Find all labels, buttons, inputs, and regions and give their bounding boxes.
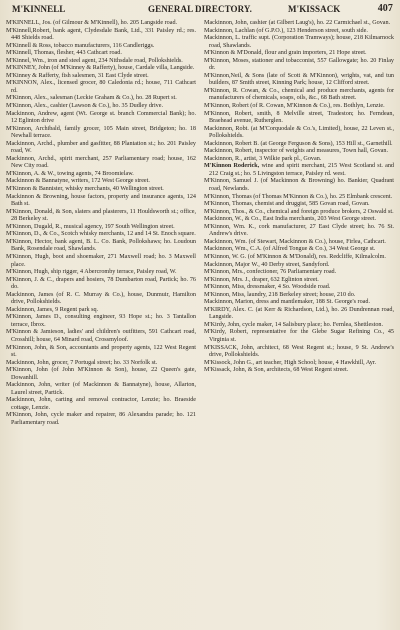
- directory-entry: Mackinnon, John, carting and removal contractor, Lenzie; ho. Braeside cottage, Lenzie.: [6, 397, 196, 411]
- directory-entry: M'Kinnon, John, & Son, accountants and property agents, 122 West Regent st.: [6, 344, 196, 359]
- directory-entry: Mackinnon, Archd., spirit merchant, 257 Parliamentary road; house, 162 New City road.: [6, 155, 196, 170]
- header-title: GENERAL DIRECTORY.: [148, 4, 253, 14]
- directory-entry: Mackinnon, Archd., plumber and gasfitter, 88 Plantation st.; ho. 201 Paisley road, W.: [6, 140, 196, 155]
- directory-entry: M'Kinnon, Hugh, boot and shoemaker, 271 Maxwell road; ho. 3 Maxwell place.: [6, 253, 196, 268]
- directory-entry: M'KINNELL, Jos. (of Gilmour & M'Kinnell), ho. 205 Langside road.: [6, 20, 178, 26]
- directory-entry: M'KINNEY, John (of M'Kinney & Rafferty), house, Cardale villa, Langside.: [6, 65, 195, 72]
- directory-entry: M'Kinnon, A. & W., towing agents, 74 Broomielaw.: [6, 170, 134, 177]
- directory-entry: M'Kinnon,Neil, & Sons (late of Scott & M'Kinnon), wrights, vat, and tun builders, 87 Smith street, Kinning Park; house, 12 Clifford street.: [204, 72, 394, 87]
- directory-entry: M'Kinnon, Mrs. J., draper, 632 Eglinton street.: [204, 276, 319, 283]
- directory-entry: M'Kinnon, James D., consulting engineer, 93 Hope st.; ho. 3 Tantallon terrace, Ibrox.: [6, 314, 196, 328]
- directory-entry: M'Kinnon, Miss, laundry, 218 Berkeley street; house, 210 do.: [204, 291, 356, 298]
- directory-entry: M'Kinnon Roderick, wine and spirit merchant, 215 West Scotland st. and 212 Craig st.; ho. 5 Livingston terrace, Paisley rd. west.: [204, 163, 394, 177]
- directory-entry: Mackinnon, Wm. (of Stewart, Mackinnon & Co.), house, Firlea, Cathcart.: [204, 238, 386, 245]
- directory-entry: M'KIRDY, Alex. C. (at Kerr & Richardson, Ltd.), ho. 26 Dundrennan road, Langside.: [204, 306, 394, 321]
- directory-entry: Mackinnon, James, 9 Regent park sq.: [6, 306, 99, 313]
- directory-entry: Mackinnon, John, writer (of Mackinnon & Bannatyne), house, Allarton, Laurel street, Partick.: [6, 382, 196, 396]
- directory-entry: M'Kinnon & Bannister, whisky merchants, 40 Wellington street.: [6, 186, 164, 193]
- header-left-guide-word: M'KINNELL: [12, 4, 66, 14]
- directory-entry: Mackinnon, R., artist, 3 Wilkie park pl., Govan.: [204, 155, 322, 162]
- directory-entry: M'Kinnon, R. Cowan, & Co., chemical and produce merchants, agents for manufacturers of chemicals, soaps, oils, &c., 68 Bath street.: [204, 87, 394, 102]
- directory-entry: Mackinnon, Marion, dress and mantlemaker, 188 St. George's road.: [204, 299, 370, 306]
- directory-entry: M'Kinnon, Donald, & Son, slaters and plasterers, 11 Houldsworth st.; office, 28 Berkeley st.: [6, 208, 196, 223]
- directory-entry: Mackinnon, John, grocer, 7 Portugal street; ho. 33 Norfolk st.: [6, 359, 158, 366]
- directory-entry: Mackinnon, Andrew, agent (Wt. George st. branch Commercial Bank); ho. 12 Eglinton drive: [6, 110, 196, 125]
- directory-entry: M'Kinnon, Thos., & Co., chemical and foreign produce brokers, 2 Oswald st.: [204, 208, 394, 215]
- directory-entry: M'Kinnell,Robert, bank agent, Clydesdale Bank, Ltd., 331 Paisley rd.; res. 448 Shields road.: [6, 27, 196, 42]
- directory-entry: M'Kinnel, Wm., iron and steel agent, 234 Nithsdale road, Pollokshields.: [6, 57, 183, 64]
- directory-entry: M'Kinnon, D., & Co., Scotch whisky merchants, 12 and 14 St. Enoch square.: [6, 231, 196, 238]
- directory-entry: M'Kinnon, Archibald, family grocer, 105 Main street, Bridgeton; ho. 18 Newhall terrace.: [6, 125, 196, 140]
- entry-bold-name: M'Kinnon Roderick,: [204, 163, 260, 170]
- directory-entry: M'Kinnon, John, cycle maker and repairer, 86 Alexandra parade; ho. 121 Parliamentary road.: [6, 412, 196, 426]
- directory-entry: Mackinnon, Major W., 40 Derby street, Sandyford.: [204, 261, 330, 268]
- left-column: [6, 20, 196, 428]
- directory-entry: M'Kirdy, Robert, representative for the Glebe Sugar Refining Co., 45 Virginia st.: [204, 329, 394, 343]
- page-number: 407: [377, 3, 393, 14]
- directory-entry: M'Kissock, John G., art teacher, High School; house, 4 Hawkhill, Ayr.: [204, 359, 377, 366]
- right-column: [204, 20, 394, 428]
- directory-entry: M'Kinnon, Robert, smith, 8 Melville street, Tradeston; ho. Ferndean, Braehead avenue, Rutherglen.: [204, 110, 394, 125]
- directory-entry: M'Kinnon, Samuel J. (of Mackinnon & Browning) ho. Bankier, Quadrant road, Newlands.: [204, 178, 394, 193]
- directory-entry: Mackinnon, Lachlan (of G.P.O.), 123 Henderson street, south side.: [204, 27, 368, 34]
- directory-entry: M'Kinnon, Alex., cashier (Lawson & Co.), ho. 35 Dudley drive.: [6, 103, 163, 110]
- directory-entry: M'Kinnon, Robert (of R. Cowan, M'Kinnon & Co.), res. Bothlyn, Lenzie.: [204, 103, 385, 110]
- directory-columns: [6, 20, 395, 428]
- directory-entry: M'Kirdy, John, cycle maker, 14 Salisbury place; ho. Fernlea, Shettleston.: [204, 321, 384, 328]
- directory-entry: Mackinnon & Bannatyne, writers, 172 West George street.: [6, 178, 150, 185]
- directory-entry: M'Kinnell & Ross, tobacco manufacturers, 116 Candleriggs.: [6, 42, 155, 49]
- directory-entry: M'Kinnon & Jamieson, ladies' and children's outfitters, 591 Cathcart road, Crosshill; house, 64 Minard road, Crossmyloof.: [6, 329, 196, 343]
- directory-entry: M'Kinnon, Miss, dressmaker, 4 So. Woodside road.: [204, 284, 331, 291]
- directory-entry: M'Kinnon, J. & C., drapers and hosiers, 78 Dumbarton road, Partick; ho. 76 do.: [6, 276, 196, 291]
- directory-entry: M'Kissack, John, & Son, architects, 68 West Regent street.: [204, 367, 349, 374]
- directory-entry: Mackinnon, James (of R. C. Murray & Co.), house, Dunmuir, Hamilton drive, Pollokshields.: [6, 291, 196, 306]
- directory-entry: Mackinnon, L. traffic supt. (Corporation Tramways); house, 218 Kilmarnock road, Shawlands.: [204, 35, 394, 49]
- directory-entry: Mackinnon & Browning, house factors, property and insurance agents, 124 Bath st.: [6, 193, 196, 208]
- directory-entry: M'Kinnon, Thomas, chemist and druggist, 585 Govan road, Govan.: [204, 201, 370, 208]
- directory-entry: Mackinnon, Robert B. (at George Ferguson & Sons), 153 Hill st., Garnethill.: [204, 140, 393, 147]
- directory-entry: Mackinnon, Wm., C.A. (of Alfred Tongue & Co.), 34 West George st.: [204, 246, 376, 253]
- directory-entry: Mackinnon, W., & Co., East India merchants, 203 West George street.: [204, 216, 377, 223]
- directory-entry: M'Kinnon, Moses, stationer and tobacconist, 557 Gallowgate; ho. 20 Finlay dr.: [204, 57, 394, 72]
- running-header: [6, 4, 395, 17]
- directory-entry: M'Kinnon, Wm. K., cork manufacturer, 27 East Clyde street; ho. 76 St. Andrew's drive.: [204, 223, 394, 238]
- directory-entry: M'Kinnon, W. G. (of M'Kinnon & M'Donald), res. Redcliffe, Kilmalcolm.: [204, 253, 386, 260]
- directory-entry: M'Kinnon, Alex., salesman (Leckie Graham & Co.), ho. 28 Rupert st.: [6, 95, 177, 102]
- directory-entry: M'Kinnon, Hector, bank agent, B. L. Co. Bank, Pollokshaws; ho. Loudoun Bank, Rosendale road, Shawlands.: [6, 238, 196, 253]
- directory-entry: Mackinnon, Robert, inspector of weights and measures, Town hall, Govan.: [204, 148, 388, 155]
- directory-entry: M'KISSACK, John, architect, 68 West Regent st.; house, 9 St. Andrew's drive, Pollokshields.: [204, 344, 394, 359]
- directory-entry: M'Kinnon, Thomas (of Thomas M'Kinnon & Co.), ho. 25 Elmbank crescent.: [204, 193, 393, 200]
- directory-entry: M'Kinnon, Dugald, R., musical agency, 197 South Wellington street.: [6, 223, 175, 230]
- directory-entry: M'Kinnon, Mrs., confectioner, 76 Parliamentary road.: [204, 269, 337, 276]
- directory-entry: Mackinnon, John, cashier (at Gilbert Laug's), ho. 22 Carmichael st., Govan.: [204, 20, 391, 26]
- directory-entry: M'Kinnell, Thomas, flesher, 443 Cathcart road.: [6, 50, 122, 57]
- directory-entry: M'KINNON, Alex., licensed grocer, 80 Caledonia rd.; house, 711 Cathcart rd.: [6, 80, 196, 94]
- header-right-guide-word: M'KISSACK: [288, 4, 341, 14]
- directory-entry: M'Kinnon & M'Donald, flour and grain importers, 21 Hope street.: [204, 50, 367, 57]
- directory-entry: Mackinnon, Robt. (at M'Corquodale & Co.'s, Limited), house, 22 Leven st., Pollokshields.: [204, 125, 394, 140]
- directory-entry: M'Kinney & Rafferty, fish salesmen, 31 East Clyde street.: [6, 72, 149, 79]
- directory-entry: M'Kinnon, Hugh, ship rigger, 4 Abercromby terrace, Paisley road, W.: [6, 269, 177, 276]
- directory-entry: M'Kinnon, John (of John M'Kinnon & Son), house, 22 Queen's gate, Dowanhill.: [6, 367, 196, 381]
